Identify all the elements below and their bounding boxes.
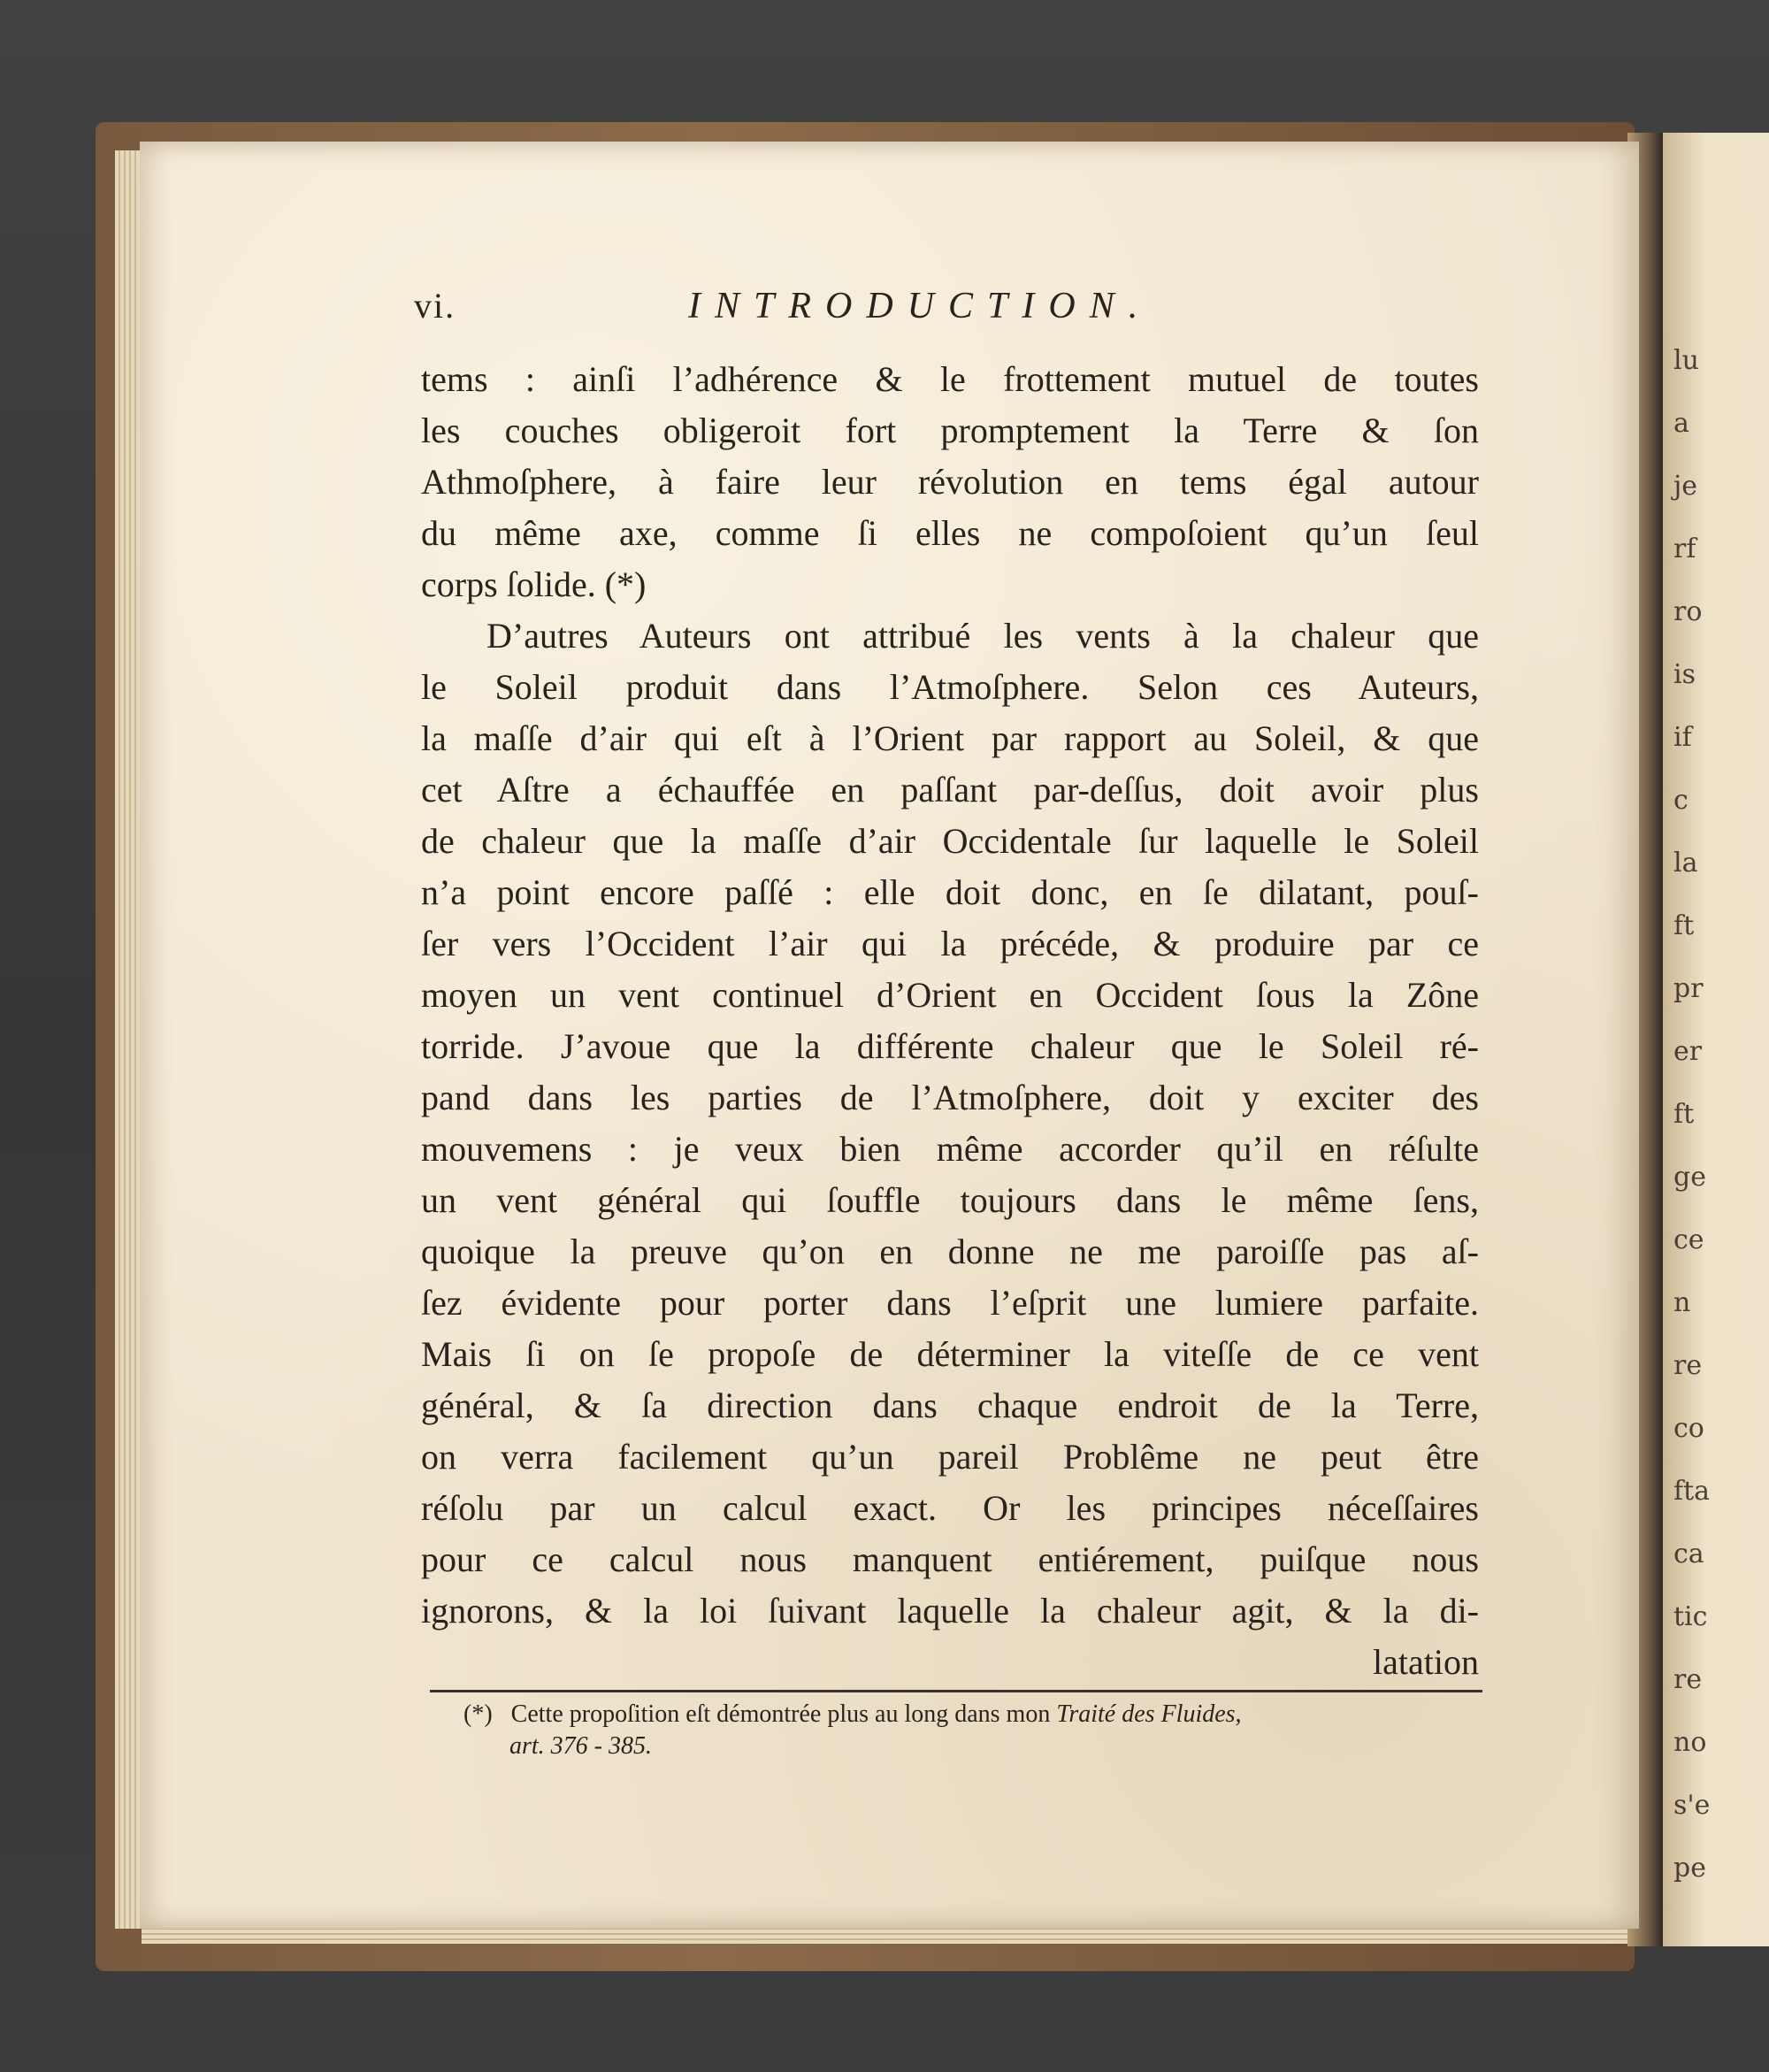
facing-page-text-fragment: pr bbox=[1673, 973, 1704, 1004]
text-line: du même axe, comme ſi elles ne compoſoient qu’un ſeul bbox=[421, 513, 1479, 553]
text-line: cet Aſtre a échauffée en paſſant par-deſſus, doit avoir plus bbox=[421, 770, 1479, 810]
text-line: la maſſe d’air qui eſt à l’Orient par rapport au Soleil, & que bbox=[421, 718, 1479, 758]
text-line: pand dans les parties de l’Atmoſphere, doit y exciter des bbox=[421, 1078, 1479, 1117]
page-number: vi. bbox=[414, 286, 456, 326]
facing-page-text-fragment: a bbox=[1673, 408, 1689, 439]
facing-page-text-fragment: co bbox=[1673, 1413, 1704, 1444]
text-line: général, & ſa direction dans chaque endroit de la Terre, bbox=[421, 1385, 1479, 1425]
facing-page-fragment bbox=[1663, 133, 1769, 1946]
facing-page-text-fragment: re bbox=[1673, 1664, 1703, 1695]
facing-page-text-fragment: la bbox=[1673, 848, 1698, 879]
footnote-marker: (*) bbox=[463, 1700, 493, 1728]
body-text bbox=[421, 354, 1479, 1688]
facing-page-text-fragment: fta bbox=[1673, 1476, 1711, 1507]
facing-page-text-fragment: no bbox=[1673, 1727, 1707, 1758]
text-line: les couches obligeroit fort promptement la Terre & ſon bbox=[421, 411, 1479, 450]
text-line: mouvemens : je veux bien même accorder qu’il en réſulte bbox=[421, 1129, 1479, 1169]
facing-page-text-fragment: lu bbox=[1673, 345, 1699, 376]
facing-page-text-fragment: is bbox=[1673, 659, 1696, 690]
footnote bbox=[463, 1699, 1489, 1762]
facing-page-text-fragment: ft bbox=[1673, 910, 1695, 941]
facing-page-text-fragment: rf bbox=[1673, 533, 1696, 564]
facing-page-text-fragment: je bbox=[1673, 471, 1698, 502]
facing-page-text-fragment: if bbox=[1673, 722, 1692, 753]
catchword: latation bbox=[1373, 1642, 1479, 1682]
facing-page-text-fragment: er bbox=[1673, 1036, 1703, 1067]
facing-page-text-fragment: c bbox=[1673, 785, 1689, 816]
text-line: ignorons, & la loi ſuivant laquelle la chaleur agit, & la di- bbox=[421, 1591, 1479, 1631]
text-line: ſer vers l’Occident l’air qui la précéde, & produire par ce bbox=[421, 924, 1479, 963]
facing-page-text-fragment: pe bbox=[1673, 1853, 1706, 1884]
text-line: tems : ainſi l’adhérence & le frottement mutuel de toutes bbox=[421, 359, 1479, 399]
paragraph-start-line: D’autres Auteurs ont attribué les vents à la chaleur que bbox=[486, 616, 1479, 656]
running-title: INTRODUCTION. bbox=[688, 286, 1153, 326]
text-line: n’a point encore paſſé : elle doit donc, en ſe dilatant, pouſ- bbox=[421, 872, 1479, 912]
text-line: de chaleur que la maſſe d’air Occidentale ſur laquelle le Soleil bbox=[421, 821, 1479, 861]
footnote-text: Cette propoſition eſt démontrée plus au long dans mon bbox=[510, 1700, 1051, 1728]
facing-page-text-fragment: ft bbox=[1673, 1099, 1695, 1130]
facing-page-text-fragment: ro bbox=[1673, 596, 1703, 627]
text-line: on verra facilement qu’un pareil Problême ne peut être bbox=[421, 1437, 1479, 1477]
facing-page-text-fragment: s'e bbox=[1673, 1790, 1711, 1821]
facing-page-text-fragment: n bbox=[1673, 1287, 1691, 1318]
text-line: ſez évidente pour porter dans l’eſprit une lumiere parfaite. bbox=[421, 1283, 1479, 1323]
text-line: le Soleil produit dans l’Atmoſphere. Selon ces Auteurs, bbox=[421, 667, 1479, 707]
footnote-reference: Traité des Fluides, bbox=[1056, 1700, 1242, 1728]
text-line: réſolu par un calcul exact. Or les principes néceſſaires bbox=[421, 1488, 1479, 1528]
facing-page-text-fragment: ce bbox=[1673, 1224, 1704, 1255]
running-head bbox=[414, 285, 1495, 338]
facing-page-text-fragment: ca bbox=[1673, 1539, 1704, 1569]
facing-page-text-fragment: ge bbox=[1673, 1162, 1706, 1193]
text-line: quoique la preuve qu’on en donne ne me paroiſſe pas aſ- bbox=[421, 1232, 1479, 1271]
facing-page-text-fragment: re bbox=[1673, 1350, 1703, 1381]
text-line: Mais ſi on ſe propoſe de déterminer la viteſſe de ce vent bbox=[421, 1334, 1479, 1374]
text-line: un vent général qui ſouffle toujours dans le même ſens, bbox=[421, 1180, 1479, 1220]
text-line: pour ce calcul nous manquent entiérement, puiſque nous bbox=[421, 1539, 1479, 1579]
text-line: torride. J’avoue que la différente chaleur que le Soleil ré- bbox=[421, 1026, 1479, 1066]
text-line: moyen un vent continuel d’Orient en Occident ſous la Zône bbox=[421, 975, 1479, 1015]
footnote-article: art. 376 - 385. bbox=[509, 1732, 652, 1760]
text-line: corps ſolide. (*) bbox=[421, 564, 647, 604]
facing-page-text-fragment: tic bbox=[1673, 1601, 1708, 1632]
text-line: Athmoſphere, à faire leur révolution en tems égal autour bbox=[421, 462, 1479, 502]
footnote-rule bbox=[430, 1690, 1482, 1692]
